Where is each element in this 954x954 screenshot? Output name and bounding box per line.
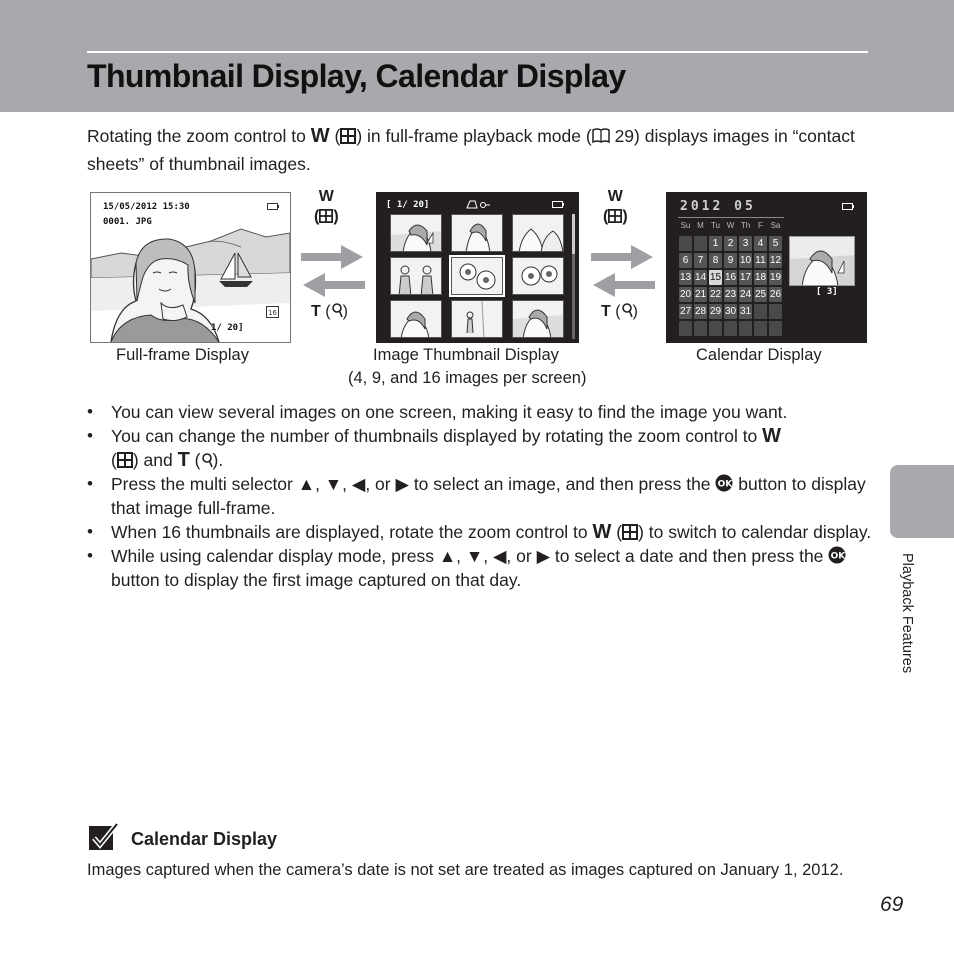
caption-thumbnail-sub: (4, 9, and 16 images per screen) xyxy=(348,369,587,387)
calendar-day-cell[interactable]: 9 xyxy=(724,253,737,268)
w-key-glyph: W xyxy=(310,125,330,147)
bullet-text: ( xyxy=(111,450,117,470)
book-reference-icon xyxy=(592,128,610,144)
bullet-item xyxy=(87,520,877,544)
calendar-day-cell[interactable]: 12 xyxy=(769,255,782,266)
weekday-label: W xyxy=(726,221,735,230)
calendar-day-cell[interactable]: 8 xyxy=(709,253,722,268)
intro-text: ) in full-frame playback mode ( xyxy=(356,126,592,146)
zoom-t-label xyxy=(311,302,348,322)
ok-button-icon xyxy=(828,546,846,564)
calendar-empty-cell xyxy=(694,236,707,251)
print-protect-icons xyxy=(466,199,490,211)
thumbnail-family[interactable] xyxy=(390,257,442,295)
thumbnail-icon xyxy=(319,209,333,223)
calendar-day-cell[interactable]: 5 xyxy=(769,236,782,251)
calendar-day-cell[interactable]: 13 xyxy=(679,272,692,283)
page-title: Thumbnail Display, Calendar Display xyxy=(87,58,626,94)
t-key-glyph: T xyxy=(601,303,611,320)
bullet-text: Press the multi selector xyxy=(111,474,298,494)
calendar-day-cell[interactable]: 10 xyxy=(739,255,752,266)
bullet-item xyxy=(87,544,877,592)
calendar-day-cell[interactable]: 26 xyxy=(769,289,782,300)
calendar-empty-cell xyxy=(679,236,692,251)
calendar-empty-cell xyxy=(724,321,737,336)
thumbnail-portrait[interactable] xyxy=(390,300,442,338)
weekday-label: M xyxy=(697,221,704,230)
calendar-day-cell[interactable]: 14 xyxy=(694,272,707,283)
zoom-arrows-icon xyxy=(591,243,655,299)
full-frame-photo xyxy=(91,193,290,342)
calendar-empty-cell xyxy=(694,321,707,336)
bullet-text: button to display that image full-frame. xyxy=(111,474,866,518)
section-tab[interactable] xyxy=(890,465,954,538)
t-key-glyph: T xyxy=(311,303,321,320)
calendar-empty-cell xyxy=(679,321,692,336)
calendar-day-cell[interactable]: 27 xyxy=(679,306,692,317)
paren: ( xyxy=(314,208,320,225)
thumbnail-icon xyxy=(340,128,356,144)
battery-icon xyxy=(842,203,854,210)
paren: ) xyxy=(342,303,348,320)
calendar-day-cell[interactable]: 31 xyxy=(739,306,752,317)
right-arrow-icon: ▶ xyxy=(395,474,409,494)
calendar-day-cell[interactable]: 24 xyxy=(739,289,752,300)
up-arrow-icon: ▲ xyxy=(438,546,457,566)
calendar-day-cell[interactable]: 3 xyxy=(739,236,752,251)
w-key-glyph: W xyxy=(318,188,334,205)
checkmark-note-icon xyxy=(88,822,118,852)
thumbnail-counter: [ 1/ 20] xyxy=(386,200,430,210)
calendar-day-cell[interactable]: 4 xyxy=(754,236,767,251)
down-arrow-icon: ▼ xyxy=(324,474,343,494)
calendar-day-cell[interactable]: 16 xyxy=(724,272,737,283)
calendar-day-cell[interactable]: 20 xyxy=(679,289,692,300)
calendar-empty-cell xyxy=(754,304,767,319)
bullet-text: , xyxy=(456,546,466,566)
full-frame-screen xyxy=(90,192,291,343)
section-label-text: Playback Features xyxy=(899,553,915,674)
zoom-w-label xyxy=(603,187,628,227)
svg-text:OK: OK xyxy=(830,551,846,562)
left-arrow-icon: ◀ xyxy=(492,546,507,566)
bullet-text: ). xyxy=(212,450,224,470)
playback-zoom-icon xyxy=(621,302,633,318)
bullet-text: While using calendar display mode, press xyxy=(111,546,439,566)
header-rule xyxy=(87,51,868,53)
caption-calendar: Calendar Display xyxy=(696,346,822,364)
bullet-text: You can view several images on one screen, making it easy to find the image you want. xyxy=(111,402,788,422)
up-arrow-icon: ▲ xyxy=(297,474,316,494)
intro-paragraph xyxy=(87,122,872,178)
section-label xyxy=(895,553,919,703)
thumbnail-icon xyxy=(622,524,638,540)
date-readout: 15/05/2012 15:30 xyxy=(103,202,190,212)
w-key-glyph: W xyxy=(592,521,612,543)
bullet-item xyxy=(87,424,877,472)
paren: ( xyxy=(603,208,609,225)
calendar-empty-cell xyxy=(754,321,767,336)
thumbnail-icon xyxy=(608,209,622,223)
w-key-glyph: W xyxy=(607,188,623,205)
calendar-day-cell[interactable]: 7 xyxy=(694,253,707,268)
image-mode-icon xyxy=(266,306,279,318)
calendar-day-cell[interactable]: 18 xyxy=(754,272,767,283)
zoom-w-label xyxy=(314,187,339,227)
bullet-text: , xyxy=(483,546,493,566)
calendar-month-header: 2012 05 xyxy=(680,199,756,214)
bullet-item xyxy=(87,472,877,520)
scrollbar-thumb[interactable] xyxy=(572,214,575,254)
calendar-day-cell[interactable]: 25 xyxy=(754,289,767,300)
t-key-glyph: T xyxy=(177,449,190,471)
calendar-day-cell[interactable]: 2 xyxy=(724,236,737,251)
caption-thumbnail: Image Thumbnail Display xyxy=(373,346,559,364)
bullet-text: to select a date and then press the xyxy=(550,546,829,566)
paren: ) xyxy=(333,208,339,225)
bullet-text: ( xyxy=(611,522,623,542)
battery-icon xyxy=(267,203,279,210)
header-band xyxy=(0,0,954,112)
thumbnail-portrait[interactable] xyxy=(390,214,442,252)
thumbnail-screen xyxy=(376,192,579,343)
weekday-label: Tu xyxy=(710,221,721,230)
bullet-text: ) and xyxy=(132,450,178,470)
weekday-label: Th xyxy=(740,221,751,230)
note-title: Calendar Display xyxy=(131,829,278,849)
right-arrow-icon: ▶ xyxy=(536,546,551,566)
bullet-text: ( xyxy=(189,450,201,470)
thumbnail-child[interactable] xyxy=(451,300,503,338)
calendar-empty-cell xyxy=(769,304,782,319)
scrollbar[interactable] xyxy=(572,214,575,339)
bullet-text: button to display the first image captured on that day. xyxy=(111,570,522,590)
file-name-readout: 0001. JPG xyxy=(103,217,152,227)
calendar-divider xyxy=(678,217,784,218)
calendar-preview-image xyxy=(789,236,855,286)
paren: ) xyxy=(632,303,638,320)
thumbnail-flowers[interactable] xyxy=(451,257,503,295)
calendar-day-cell[interactable]: 6 xyxy=(679,253,692,268)
calendar-day-cell[interactable]: 11 xyxy=(755,255,766,266)
down-arrow-icon: ▼ xyxy=(465,546,484,566)
calendar-day-cell[interactable]: 17 xyxy=(739,272,752,283)
calendar-image-count: [ 3] xyxy=(816,287,838,297)
bullet-text: You can change the number of thumbnails displayed by rotating the zoom control to xyxy=(111,426,763,446)
zoom-arrows-icon xyxy=(301,243,365,299)
paren: ( xyxy=(615,303,621,320)
calendar-screen xyxy=(666,192,867,343)
svg-text:OK: OK xyxy=(718,479,733,490)
svg-text:16: 16 xyxy=(268,309,277,317)
page-number: 69 xyxy=(880,893,904,916)
calendar-day-cell[interactable]: 15 xyxy=(709,272,722,283)
paren: ( xyxy=(325,303,331,320)
paren: ) xyxy=(622,208,628,225)
intro-text: ) displays images in “contact sheets” of thumbnail images. xyxy=(87,126,855,174)
bullet-text: ) to switch to calendar display. xyxy=(638,522,872,542)
w-key-glyph: W xyxy=(762,425,782,447)
thumbnail-grid xyxy=(390,214,564,339)
zoom-t-label xyxy=(601,302,638,322)
bullet-text: , xyxy=(342,474,352,494)
note-body: Images captured when the camera’s date is not set are treated as images captured on January 1, 2012. xyxy=(87,861,844,879)
calendar-day-cell[interactable]: 1 xyxy=(709,236,722,251)
calendar-grid xyxy=(678,235,784,337)
caption-full-frame: Full-frame Display xyxy=(116,346,249,364)
frame-counter: 1/ 20] xyxy=(211,323,244,333)
weekday-label: F xyxy=(758,221,763,230)
calendar-day-cell[interactable]: 21 xyxy=(694,289,707,300)
calendar-day-cell[interactable]: 29 xyxy=(709,306,722,317)
playback-zoom-icon xyxy=(201,452,213,468)
thumbnail-portrait[interactable] xyxy=(512,300,564,338)
calendar-day-cell[interactable]: 30 xyxy=(724,306,737,317)
calendar-day-cell[interactable]: 28 xyxy=(694,306,707,317)
calendar-day-cell[interactable]: 23 xyxy=(724,289,737,300)
bullet-text: , or xyxy=(365,474,396,494)
bullet-item xyxy=(87,400,877,424)
bullet-text: , xyxy=(315,474,325,494)
battery-icon xyxy=(552,201,564,208)
weekday-label: Sa xyxy=(770,221,781,230)
calendar-day-cell[interactable]: 19 xyxy=(769,272,782,283)
thumbnail-portrait[interactable] xyxy=(512,214,564,252)
bullet-list xyxy=(87,400,877,592)
calendar-empty-cell xyxy=(739,321,752,336)
calendar-empty-cell xyxy=(709,321,722,336)
left-arrow-icon: ◀ xyxy=(351,474,366,494)
bullet-text: When 16 thumbnails are displayed, rotate the zoom control to xyxy=(111,522,593,542)
thumbnail-icon xyxy=(117,452,133,468)
bullet-text: , or xyxy=(506,546,537,566)
intro-text: Rotating the zoom control to xyxy=(87,126,311,146)
calendar-day-cell[interactable]: 22 xyxy=(709,289,722,300)
thumbnail-portrait[interactable] xyxy=(451,214,503,252)
page-reference[interactable]: 29 xyxy=(614,126,635,146)
thumbnail-flowers[interactable] xyxy=(512,257,564,295)
calendar-empty-cell xyxy=(769,321,782,336)
weekday-label: Su xyxy=(680,221,691,230)
bullet-text: to select an image, and then press the xyxy=(408,474,716,494)
ok-button-icon xyxy=(715,474,733,492)
calendar-weekday-row xyxy=(678,221,784,230)
intro-text: ( xyxy=(329,126,341,146)
playback-zoom-icon xyxy=(331,302,343,318)
